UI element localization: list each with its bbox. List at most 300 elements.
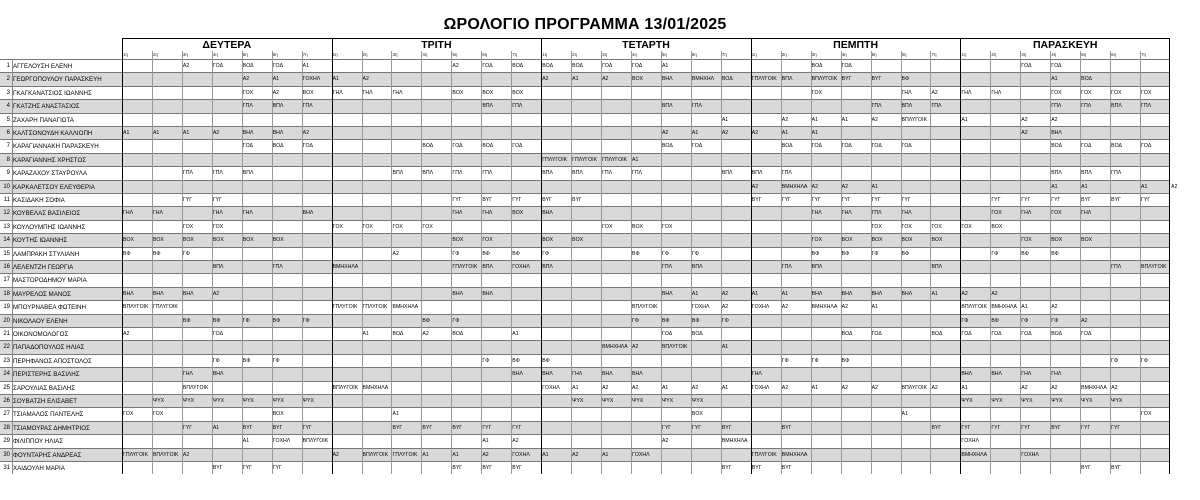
schedule-cell [362,261,392,274]
row-number: 7 [6,143,10,150]
schedule-cell: Α1 [1051,183,1058,190]
schedule-cell [511,114,541,127]
teacher-name: ΜΠΟΥΡΝΑΒΕΑ ΦΩΤΕΙΝΗ [13,304,86,312]
schedule-cell [781,207,811,220]
schedule-cell: ΒΜΗΧΗΛΑ [721,438,748,445]
schedule-cell [661,114,691,127]
schedule-cell [1080,435,1110,448]
schedule-cell [152,194,182,207]
column-divider [152,51,153,474]
schedule-cell: ΒΦ [901,250,910,257]
schedule-cell [721,234,751,247]
schedule-cell [182,408,212,421]
schedule-cell [242,274,272,287]
schedule-cell [631,100,661,113]
schedule-cell [691,207,721,220]
schedule-cell [631,288,661,301]
schedule-cell [541,87,571,100]
row-number: 29 [3,438,10,445]
schedule-cell: ΓΟΧ [961,223,972,230]
schedule-cell: ΒΠΛ [392,170,404,177]
schedule-cell: ΒΠΛ [721,170,733,177]
schedule-cell: Α1 [632,156,639,163]
teacher-name: ΚΟΥΤΗΣ ΙΩΑΝΝΗΣ [13,237,68,245]
schedule-cell [421,355,451,368]
schedule-cell: ΓΟΧΗΛ [512,264,530,270]
schedule-cell: ΒΠΛ [661,103,673,110]
schedule-cell [332,167,362,180]
schedule-cell [332,368,362,381]
schedule-cell [601,422,631,435]
schedule-cell [421,100,451,113]
schedule-cell: ΒΥΓ [452,465,463,471]
schedule-cell: ΓΥΓ [212,197,223,203]
schedule-cell: ΒΗΛ [123,290,134,297]
schedule-cell [212,301,242,314]
schedule-cell [1110,154,1140,167]
schedule-cell: ΒΟΧ [272,237,284,244]
schedule-cell: ΒΗΛ [542,371,553,378]
schedule-cell [362,100,392,113]
schedule-cell [1080,127,1110,140]
schedule-cell: ΓΥΓ [1051,197,1061,203]
schedule-cell [421,341,451,354]
schedule-cell [481,127,511,140]
schedule-cell: Α1 [152,130,160,136]
schedule-cell [272,341,302,354]
schedule-cell [511,221,541,234]
teacher-name: ΚΑΣΙΔΑΚΗ ΣΟΦΙΑ [13,197,65,204]
schedule-cell: ΒΟΔ [691,331,703,337]
schedule-cell [571,328,601,341]
schedule-cell: ΓΥΓ [272,465,282,471]
schedule-cell [901,154,931,167]
schedule-cell [601,301,631,314]
schedule-cell [122,221,152,234]
schedule-cell [481,301,511,314]
schedule-cell: ΓΟΔ [841,63,852,69]
teacher-row [0,139,1170,152]
schedule-cell [960,154,990,167]
period-numbers [751,51,961,58]
schedule-cell [332,194,362,207]
schedule-cell [242,221,272,234]
schedule-cell [122,73,152,86]
schedule-cell [332,462,362,475]
teacher-name: ΚΑΡΑΓΙΑΝΝΗΣ ΧΡΗΣΤΟΣ [13,156,87,164]
schedule-cell [451,154,481,167]
schedule-cell [362,422,392,435]
schedule-cell [960,462,990,475]
column-divider [631,51,632,474]
schedule-cell: Α2 [422,331,429,337]
teacher-name: ΚΟΥΒΕΛΑΣ ΒΑΣΙΛΕΙΟΣ [13,210,81,218]
schedule-cell: Α2 [691,384,699,391]
schedule-cell [421,234,451,247]
schedule-cell [1080,288,1110,301]
schedule-cell: ΓΠΛ [661,264,673,270]
schedule-cell: ΒΠΛΥΓΟΙΚ [302,438,329,445]
schedule-cell: Α2 [272,89,280,96]
schedule-cell: ΓΦ [691,250,699,257]
schedule-cell [212,248,242,261]
schedule-cell [571,408,601,421]
schedule-cell: Α1 [512,331,519,337]
schedule-cell [152,221,182,234]
schedule-cell: Α1 [661,384,669,391]
schedule-cell [152,167,182,180]
schedule-cell: ΨΥΧ [212,398,225,404]
schedule-cell [930,395,960,408]
schedule-cell: ΓΗΛ [751,371,762,378]
schedule-cell [332,100,362,113]
schedule-cell: ΓΠΛ [691,103,702,110]
schedule-cell [901,315,931,328]
row-number: 15 [3,250,10,257]
schedule-cell [481,328,511,341]
schedule-cell: ΓΥΓ [871,197,881,203]
schedule-cell [990,73,1020,86]
schedule-cell [511,408,541,421]
schedule-cell: ΓΟΧ [991,210,1002,217]
schedule-cell [451,382,481,395]
schedule-cell [362,167,392,180]
period-number: 7η [721,52,727,57]
teacher-row [0,126,1170,139]
schedule-cell [1050,449,1080,462]
schedule-cell [182,435,212,448]
schedule-cell [421,207,451,220]
schedule-cell [242,181,272,194]
schedule-cell: ΓΥΓ [781,197,791,203]
schedule-cell: ΒΠΛ [572,170,583,177]
schedule-cell: Α1 [931,290,938,297]
schedule-cell [901,328,931,341]
schedule-cell [272,248,302,261]
schedule-cell: ΓΗΛ [362,89,373,96]
schedule-cell: ΒΟΧ [871,237,883,244]
schedule-cell [601,127,631,140]
schedule-cell [122,181,152,194]
schedule-cell [1020,140,1050,153]
teacher-name: ΦΙΛΙΠΠΟΥ ΗΛΙΑΣ [13,438,64,446]
schedule-cell [661,274,691,287]
schedule-cell [391,60,421,73]
schedule-cell [571,462,601,475]
schedule-cell [601,234,631,247]
schedule-cell [781,248,811,261]
row-number: 26 [3,398,10,404]
schedule-cell: ΨΥΧ [661,398,674,404]
schedule-cell [601,248,631,261]
schedule-cell [451,100,481,113]
schedule-cell [631,274,661,287]
schedule-cell [691,449,721,462]
schedule-cell: ΓΟΧ [362,223,373,230]
schedule-cell: ΓΟΧ [931,223,942,230]
schedule-cell [1020,341,1050,354]
schedule-cell [841,395,871,408]
schedule-cell: ΒΠΛ [482,264,493,270]
schedule-cell: ΓΗΛ [452,210,463,217]
schedule-cell [272,114,302,127]
teacher-name: ΜΑΥΡΕΛΟΣ ΜΑΝΟΣ [13,290,71,298]
schedule-cell: ΓΟΧ [182,223,194,230]
schedule-cell [152,73,182,86]
schedule-cell: ΒΥΓ [542,197,552,203]
schedule-cell [391,100,421,113]
schedule-cell: ΒΟΔ [1081,76,1093,83]
schedule-cell: Α2 [781,304,789,311]
schedule-cell: ΒΟΧ [242,237,254,244]
schedule-cell: ΒΟΔ [392,331,404,337]
period-numbers [960,51,1170,58]
schedule-cell [391,114,421,127]
row-number: 9 [6,170,10,177]
schedule-cell: ΒΠΛ [1081,170,1092,177]
schedule-cell [960,140,990,153]
schedule-cell [332,207,362,220]
schedule-cell [691,221,721,234]
column-divider [781,51,782,474]
period-number: 5η [661,52,667,57]
schedule-cell: ΒΠΛΥΓΟΙΚ [901,116,928,123]
schedule-cell [990,449,1020,462]
schedule-cell: Α2 [572,451,579,458]
schedule-cell [122,341,152,354]
schedule-cell: ΒΥΓ [841,76,852,83]
schedule-cell [841,341,871,354]
schedule-cell [122,140,152,153]
schedule-cell: ΓΟΧ [422,223,433,230]
schedule-cell: ΒΦ [1021,250,1029,257]
schedule-cell: ΒΦ [422,317,431,324]
period-number: 6η [901,52,907,57]
schedule-cell [631,127,661,140]
schedule-cell: ΓΟΔ [1051,63,1062,69]
teacher-name: ΚΟΥΛΟΥΜΠΗΣ ΙΩΑΝΝΗΣ [13,223,86,231]
schedule-cell: Α2 [661,130,669,136]
schedule-cell: Α1 [272,76,280,83]
teacher-row [0,99,1170,112]
schedule-cell [721,154,751,167]
schedule-cell [182,140,212,153]
schedule-cell [421,301,451,314]
schedule-cell: Α2 [602,76,609,83]
teacher-row [0,461,1170,474]
schedule-cell [122,355,152,368]
schedule-cell [302,181,332,194]
schedule-cell: Α2 [1171,183,1178,190]
schedule-cell [242,194,272,207]
schedule-cell [451,408,481,421]
column-divider [1020,51,1021,474]
schedule-cell [571,341,601,354]
schedule-cell: ΓΠΛΥΓΟΙΚ [152,304,178,311]
schedule-cell: ΒΠΛ [482,103,493,110]
schedule-cell [781,315,811,328]
schedule-cell [571,221,601,234]
row-number: 6 [6,130,10,136]
schedule-cell [721,395,751,408]
schedule-cell [901,449,931,462]
schedule-cell [302,221,332,234]
teacher-row [0,180,1178,193]
schedule-cell: Α2 [482,451,489,458]
schedule-cell: ΒΠΛΥΓΟΙΚ [632,304,658,311]
schedule-cell [960,261,990,274]
schedule-cell [302,355,332,368]
schedule-cell [541,221,571,234]
schedule-cell [1020,462,1050,475]
schedule-cell [272,368,302,381]
schedule-cell [421,114,451,127]
schedule-cell [302,194,332,207]
schedule-cell: ΒΟΧ [542,237,554,244]
schedule-cell: Α2 [1081,317,1088,324]
schedule-cell [691,194,721,207]
teacher-row [0,340,1170,353]
column-divider [601,51,602,474]
column-divider [481,51,482,474]
schedule-cell [541,315,571,328]
teacher-row [0,59,1170,72]
schedule-cell [391,194,421,207]
schedule-cell: ΓΗΛ [901,89,912,96]
schedule-cell [212,408,242,421]
schedule-cell: Α2 [632,344,639,351]
schedule-cell: ΓΟΔ [1081,143,1092,150]
schedule-cell: ΓΟΧ [392,223,403,230]
schedule-cell: ΓΗΛ [1081,210,1092,217]
schedule-cell: ΒΟΧ [512,89,524,96]
schedule-cell [511,395,541,408]
schedule-cell: ΓΦ [272,357,280,364]
schedule-cell: ΒΗΛ [542,210,553,217]
schedule-cell [751,435,781,448]
schedule-cell [960,355,990,368]
schedule-cell [362,368,392,381]
schedule-cell: ΒΟΧ [572,237,584,244]
schedule-cell: ΒΥΓ [781,424,792,431]
schedule-cell [421,382,451,395]
teacher-name: ΣΟΥΒΑΤΖΗ ΕΛΙΣΑΒΕΤ [13,398,78,405]
schedule-cell: Α2 [1021,130,1028,136]
schedule-cell [661,87,691,100]
schedule-cell: ΒΗΛ [661,290,673,297]
schedule-cell [362,127,392,140]
schedule-cell: ΓΥΓ [482,424,492,431]
schedule-cell: ΒΟΔ [781,143,793,150]
schedule-cell: ΓΟΧΗΛ [751,304,770,311]
schedule-cell [631,207,661,220]
schedule-cell: ΓΦ [242,317,250,324]
row-number: 18 [3,290,10,297]
schedule-cell [751,315,781,328]
schedule-cell: ΨΥΧ [182,398,195,404]
period-number: 2η [781,52,787,57]
schedule-cell: ΒΟΧ [302,89,314,96]
schedule-cell: ΓΥΓ [1141,197,1151,203]
schedule-cell [901,301,931,314]
schedule-cell [721,194,751,207]
schedule-cell [960,274,990,287]
schedule-cell: ΓΟΔ [602,63,613,69]
column-divider [990,51,991,474]
schedule-cell [362,435,392,448]
schedule-cell [152,368,182,381]
schedule-cell [212,449,242,462]
schedule-cell [481,181,511,194]
schedule-cell [661,194,691,207]
schedule-cell [960,408,990,421]
teacher-row [0,287,1170,300]
schedule-cell: ΓΗΛ [482,210,493,217]
schedule-cell: ΓΟΧΗΛ [302,76,321,83]
schedule-cell: ΓΠΛ [482,170,493,177]
schedule-cell: ΓΠΛ [871,210,882,217]
schedule-cell [1140,449,1170,462]
schedule-cell: ΓΠΛ [452,170,463,177]
period-number: 2η [152,52,158,57]
schedule-cell: ΓΟΔ [482,63,493,69]
schedule-cell [721,261,751,274]
schedule-cell [601,435,631,448]
schedule-cell: ΒΠΛ [931,264,943,270]
schedule-cell [1020,154,1050,167]
teacher-name: ΚΑΡΚΑΛΕΤΣΟΥ ΕΛΕΥΘΕΡΙΑ [13,183,95,191]
schedule-cell [122,422,152,435]
schedule-cell [332,60,362,73]
schedule-cell [152,261,182,274]
schedule-cell [332,435,362,448]
row-number: 10 [3,183,10,190]
schedule-cell: ΒΗΛ [482,290,493,297]
teacher-name: ΠΑΠΑΔΟΠΟΥΛΟΣ ΗΛΙΑΣ [13,344,85,352]
schedule-cell [272,167,302,180]
schedule-cell [990,341,1020,354]
schedule-cell [212,382,242,395]
schedule-cell: ΓΦ [452,317,460,324]
schedule-cell [152,274,182,287]
row-number: 22 [3,344,10,351]
teacher-name: ΑΓΓΕΛΟΥΣΗ ΕΛΕΝΗ [13,63,73,70]
teacher-name: ΜΑΣΤΟΡΟΔΗΜΟΥ ΜΑΡΙΑ [13,277,87,285]
schedule-cell [391,341,421,354]
schedule-cell [362,248,392,261]
schedule-cell [451,221,481,234]
schedule-cell: Α2 [212,290,220,297]
schedule-cell [272,194,302,207]
page-title: ΩΡΟΛΟΓΙΟ ΠΡΟΓΡΑΜΜΑ 13/01/2025 [443,16,727,33]
schedule-cell [1140,462,1170,475]
schedule-cell: ΓΦ [1111,357,1119,364]
schedule-cell [122,435,152,448]
schedule-cell: ΓΠΛ [781,264,792,270]
schedule-cell [930,435,960,448]
teacher-row [0,354,1170,367]
schedule-cell: ΓΗΛ [212,210,223,217]
schedule-cell [691,181,721,194]
schedule-cell [481,114,511,127]
schedule-cell [871,435,901,448]
schedule-cell: ΓΠΛ [1051,103,1062,110]
schedule-cell: ΒΥΓ [1051,424,1061,431]
schedule-cell [631,194,661,207]
schedule-cell [182,154,212,167]
schedule-cell: Α2 [841,304,848,311]
schedule-cell [541,114,571,127]
